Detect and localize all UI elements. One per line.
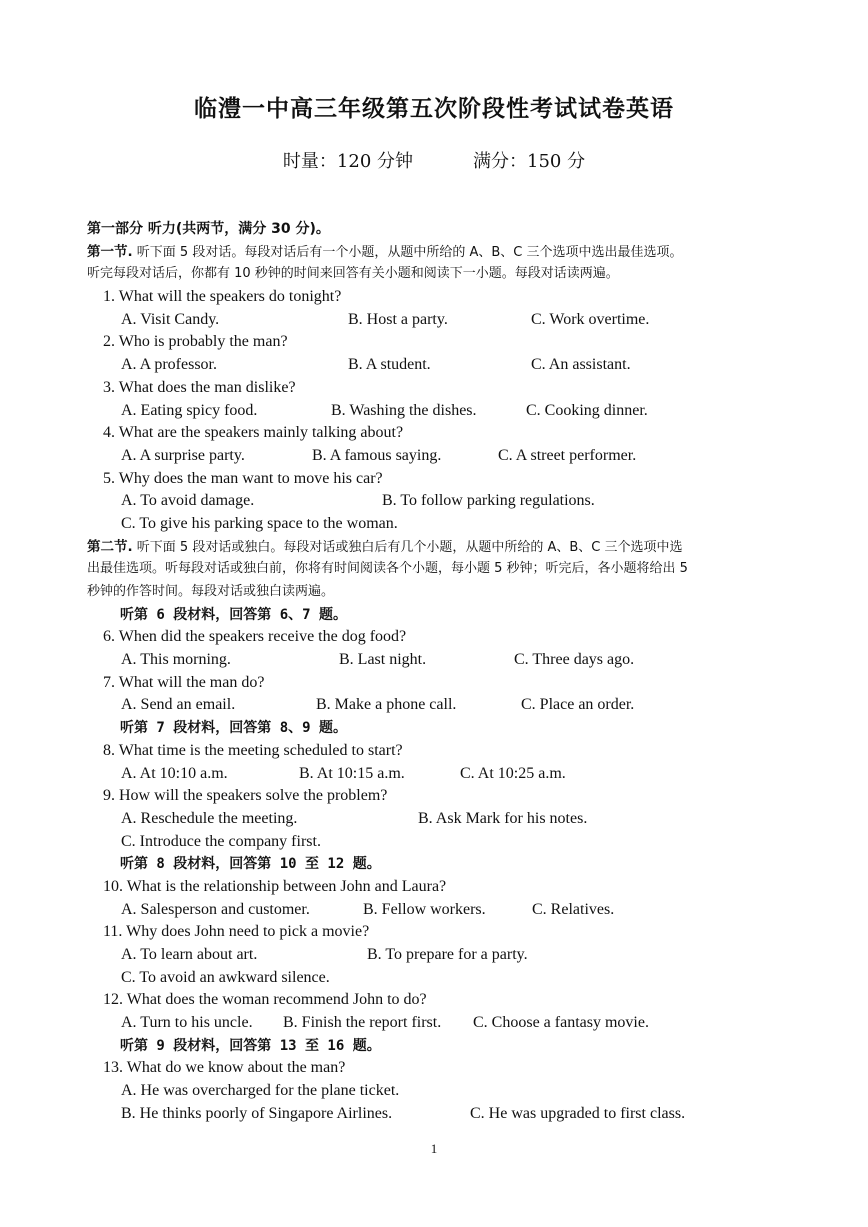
option-b: B. Washing the dishes.: [331, 401, 477, 419]
question: 4. What are the speakers mainly talking about?: [103, 424, 404, 442]
option-a: A. Visit Candy.: [121, 310, 220, 328]
option-a: A. A professor.: [121, 356, 217, 374]
question: 10. What is the relationship between John and Laura?: [103, 877, 447, 895]
option-a: A. This morning.: [121, 651, 231, 669]
options-row: [87, 967, 787, 990]
material-note: 听第 6 段材料，回答第 6、7 题。: [120, 606, 348, 623]
option-a: A. Salesperson and customer.: [121, 900, 310, 918]
option-a: A. Eating spicy food.: [121, 401, 258, 419]
options-row: [87, 1103, 787, 1126]
option-a: A. A surprise party.: [121, 446, 245, 464]
question: 7. What will the man do?: [103, 673, 265, 691]
option-b: B. To prepare for a party.: [367, 946, 528, 963]
question: 5. Why does the man want to move his car?: [103, 469, 383, 487]
option-c: C. To give his parking space to the woman.: [121, 514, 398, 532]
option-c: C. To avoid an awkward silence.: [121, 968, 330, 986]
material-note: 听第 9 段材料，回答第 13 至 16 题。: [120, 1037, 381, 1054]
option-c: C. An assistant.: [531, 356, 631, 374]
option-a: A. At 10:10 a.m.: [121, 764, 228, 782]
option-b: B. Host a party.: [348, 310, 448, 328]
option-b: B. Ask Mark for his notes.: [418, 809, 588, 827]
options-row: [87, 1012, 787, 1035]
time-limit: 时量：120 分钟: [282, 151, 413, 172]
options-row: [87, 649, 787, 672]
option-c: C. He was upgraded to first class.: [470, 1104, 686, 1122]
option-c: C. At 10:25 a.m.: [460, 764, 566, 782]
exam-meta: [0, 147, 868, 173]
page-title: 临澧一中高三年级第五次阶段性考试试卷英语: [194, 95, 674, 122]
option-a: A. To avoid damage.: [121, 492, 255, 510]
section1-line2: 听完每段对话后，你都有 10 秒钟的时间来回答有关小题和阅读下一小题。每段对话读两遍。: [87, 266, 619, 282]
option-a: A. Send an email.: [121, 696, 236, 714]
material-note: 听第 7 段材料，回答第 8、9 题。: [120, 720, 348, 737]
part-heading: 第一部分 听力(共两节，满分 30 分)。: [87, 221, 330, 237]
section2-line1: 第二节. 听下面 5 段对话或独白。每段对话或独白后有几个小题，从题中所给的 A、B、C 三个选项中选: [87, 538, 683, 555]
option-c: C. Introduce the company first.: [121, 832, 321, 850]
question: 9. How will the speakers solve the problem?: [103, 787, 388, 805]
options-row: [87, 400, 787, 423]
option-c: C. A street performer.: [498, 446, 637, 464]
options-row: [87, 694, 787, 717]
options-row: [87, 513, 787, 536]
question: 6. When did the speakers receive the dog food?: [103, 628, 407, 646]
option-a: A. Reschedule the meeting.: [121, 809, 298, 827]
section1-label: 第一节.: [87, 243, 133, 260]
option-b: B. To follow parking regulations.: [382, 492, 595, 510]
option-b: B. Finish the report first.: [283, 1014, 442, 1032]
listening-part: [87, 218, 787, 1126]
option-c: C. Relatives.: [532, 900, 615, 918]
option-b: B. Make a phone call.: [316, 696, 457, 714]
options-row: [87, 309, 787, 332]
options-row: [87, 445, 787, 468]
option-c: C. Work overtime.: [531, 310, 650, 328]
material-note: 听第 8 段材料，回答第 10 至 12 题。: [120, 856, 381, 873]
section2-label: 第二节.: [87, 538, 133, 555]
option-a: A. Turn to his uncle.: [121, 1014, 253, 1032]
option-c: C. Place an order.: [521, 696, 635, 714]
option-a: A. He was overcharged for the plane ticket.: [121, 1082, 400, 1100]
question: 1. What will the speakers do tonight?: [103, 288, 342, 306]
option-b: B. A student.: [348, 356, 431, 374]
option-b: B. At 10:15 a.m.: [299, 764, 405, 782]
option-b: B. He thinks poorly of Singapore Airlines.: [121, 1104, 393, 1122]
options-row: [87, 490, 787, 513]
options-row: [87, 1080, 787, 1103]
section1-line1: 第一节. 听下面 5 段对话。每段对话后有一个小题，从题中所给的 A、B、C 三个选项中选出最佳选项。: [87, 243, 683, 260]
option-a: A. To learn about art.: [121, 946, 258, 963]
question: 2. Who is probably the man?: [103, 333, 288, 351]
option-b: B. Fellow workers.: [363, 900, 486, 918]
question: 3. What does the man dislike?: [103, 378, 296, 396]
options-row: [87, 354, 787, 377]
options-row: [87, 944, 787, 967]
options-row: [87, 763, 787, 786]
section2-line2: 出最佳选项。听每段对话或独白前，你将有时间阅读各个小题，每小题 5 秒钟；听完后，各小题将给出 5: [87, 561, 688, 577]
option-c: C. Choose a fantasy movie.: [473, 1014, 649, 1032]
question: 13. What do we know about the man?: [103, 1059, 346, 1077]
option-b: B. Last night.: [339, 651, 427, 669]
page-number: 1: [430, 1141, 438, 1156]
question: 8. What time is the meeting scheduled to start?: [103, 741, 403, 759]
options-row: [87, 899, 787, 922]
option-c: C. Cooking dinner.: [526, 401, 648, 419]
option-c: C. Three days ago.: [514, 651, 635, 669]
question: 12. What does the woman recommend John to do?: [103, 991, 427, 1009]
full-score: 满分：150 分: [473, 151, 586, 172]
options-row: [87, 831, 787, 854]
section2-line3: 秒钟的作答时间。每段对话或独白读两遍。: [87, 584, 335, 599]
question: 11. Why does John need to pick a movie?: [103, 923, 370, 941]
options-row: [87, 808, 787, 831]
option-b: B. A famous saying.: [312, 446, 442, 464]
